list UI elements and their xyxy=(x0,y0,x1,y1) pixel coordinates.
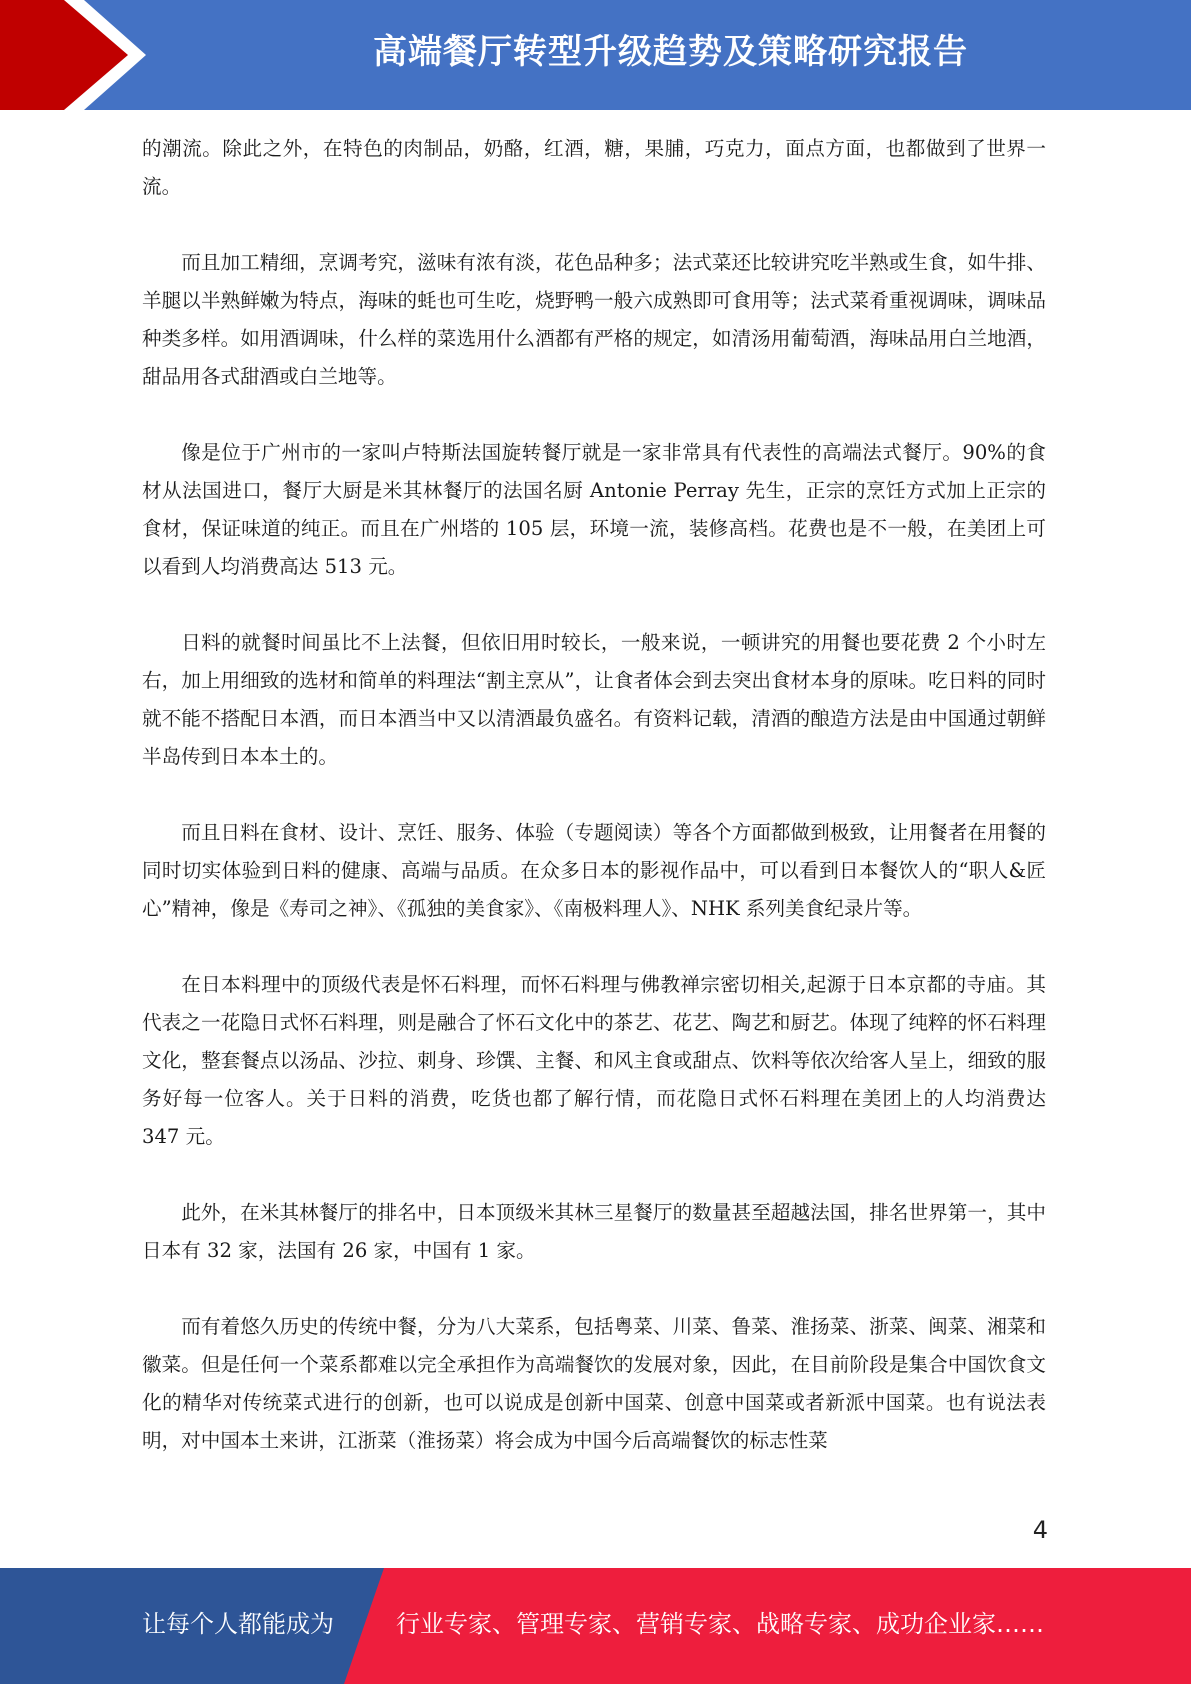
footer-slogan-right: 行业专家、管理专家、营销专家、战略专家、成功企业家…… xyxy=(396,1610,1044,1638)
paragraph-1: 的潮流。除此之外，在特色的肉制品，奶酪，红酒，糖，果脯，巧克力，面点方面，也都做到了世界一流。 xyxy=(142,137,1046,198)
document-title: 高端餐厅转型升级趋势及策略研究报告 xyxy=(373,32,968,72)
footer-banner xyxy=(0,1568,1191,1684)
footer-slogan-left: 让每个人都能成为 xyxy=(142,1610,334,1638)
page-number: 4 xyxy=(1032,1516,1048,1544)
paragraph-6: 在日本料理中的顶级代表是怀石料理，而怀石料理与佛教禅宗密切相关,起源于日本京都的寺庙。其代表之一花隐日式怀石料理，则是融合了怀石文化中的茶艺、花艺、陶艺和厨艺。体现了纯粹的怀石料理文化，整套餐点以汤品、沙拉、刺身、珍馔、主餐、和风主食或甜点、饮料等依次给客人呈上，细致的服务好每一位客人。关于日料的消费，吃货也都了解行情，而花隐日式怀石料理在美团上的人均消费达 347 元。 xyxy=(142,973,1046,1148)
paragraph-8: 而有着悠久历史的传统中餐，分为八大菜系，包括粤菜、川菜、鲁菜、淮扬菜、浙菜、闽菜、湘菜和徽菜。但是任何一个菜系都难以完全承担作为高端餐饮的发展对象，因此，在目前阶段是集合中国饮食文化的精华对传统菜式进行的创新，也可以说成是创新中国菜、创意中国菜或者新派中国菜。也有说法表明，对中国本土来讲，江浙菜（淮扬菜）将会成为中国今后高端餐饮的标志性菜 xyxy=(142,1315,1046,1452)
paragraph-4: 日料的就餐时间虽比不上法餐，但依旧用时较长，一般来说，一顿讲究的用餐也要花费 2 个小时左右，加上用细致的选材和简单的料理法“割主烹从”，让食者体会到去突出食材本身的原味。吃日料的同时就不能不搭配日本酒，而日本酒当中又以清酒最负盛名。有资料记载，清酒的酿造方法是由中国通过朝鲜半岛传到日本本土的。 xyxy=(142,631,1046,768)
paragraph-2: 而且加工精细，烹调考究，滋味有浓有淡，花色品种多；法式菜还比较讲究吃半熟或生食，如牛排、羊腿以半熟鲜嫩为特点，海味的蚝也可生吃，烧野鸭一般六成熟即可食用等；法式菜肴重视调味，调味品种类多样。如用酒调味，什么样的菜选用什么酒都有严格的规定，如清汤用葡萄酒，海味品用白兰地酒，甜品用各式甜酒或白兰地等。 xyxy=(142,251,1046,388)
paragraph-3: 像是位于广州市的一家叫卢特斯法国旋转餐厅就是一家非常具有代表性的高端法式餐厅。90%的食材从法国进口，餐厅大厨是米其林餐厅的法国名厨 Antonie Perray 先生，正宗的烹饪方式加上正宗的食材，保证味道的纯正。而且在广州塔的 105 层，环境一流，装修高档。花费也是不一般，在美团上可以看到人均消费高达 513 元。 xyxy=(142,441,1046,578)
paragraph-5: 而且日料在食材、设计、烹饪、服务、体验（专题阅读）等各个方面都做到极致，让用餐者在用餐的同时切实体验到日料的健康、高端与品质。在众多日本的影视作品中，可以看到日本餐饮人的“职人&匠心”精神，像是《寿司之神》、《孤独的美食家》、《南极料理人》、NHK 系列美食纪录片等。 xyxy=(142,821,1046,920)
header-banner xyxy=(0,0,1191,110)
paragraph-7: 此外，在米其林餐厅的排名中，日本顶级米其林三星餐厅的数量甚至超越法国，排名世界第一，其中日本有 32 家，法国有 26 家，中国有 1 家。 xyxy=(142,1201,1046,1262)
body-content xyxy=(142,130,1046,1498)
